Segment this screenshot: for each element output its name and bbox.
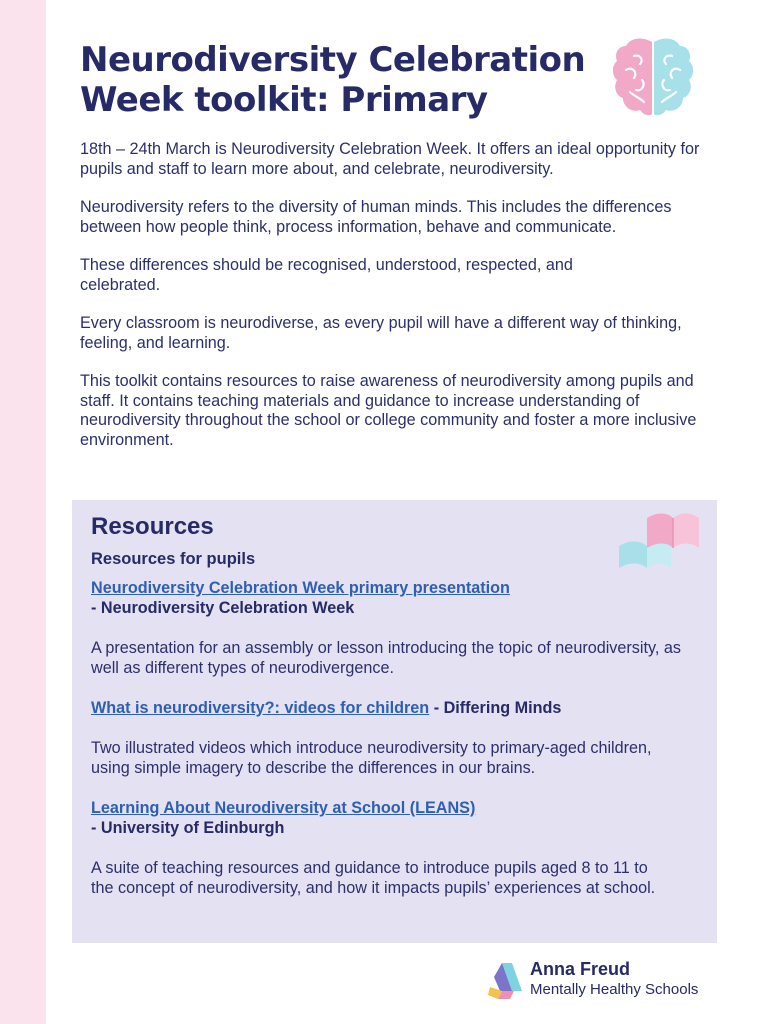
resource-description: Two illustrated videos which introduce neurodiversity to primary-aged children, using simple imagery to describe the differences in our brains.	[91, 739, 652, 777]
intro-paragraph: Every classroom is neurodiverse, as every pupil will have a different way of thinking, feeling, and learning.	[80, 314, 682, 352]
resource-source: - Neurodiversity Celebration Week	[91, 599, 355, 617]
intro-paragraph: Neurodiversity refers to the diversity of human minds. This includes the differences between how people think, process information, behave and communicate.	[80, 198, 672, 236]
open-book-icon	[617, 510, 701, 572]
brain-icon	[612, 36, 694, 120]
resource-item	[91, 578, 691, 678]
resource-item	[91, 798, 691, 898]
resources-subheading: Resources for pupils	[91, 550, 256, 568]
logo-name: Anna Freud	[530, 959, 631, 979]
page-title: Neurodiversity Celebration Week toolkit: Primary	[80, 40, 586, 120]
resource-description: A presentation for an assembly or lesson introducing the topic of neurodiversity, as well as different types of neurodivergence.	[91, 639, 681, 677]
resource-source: - University of Edinburgh	[91, 819, 285, 837]
resource-link-leans[interactable]: Learning About Neurodiversity at School (LEANS)	[91, 799, 476, 817]
resources-heading: Resources	[91, 513, 214, 540]
resource-source: - Differing Minds	[429, 699, 562, 717]
resource-link-ncw-presentation[interactable]: Neurodiversity Celebration Week primary presentation	[91, 579, 510, 597]
intro-paragraph: 18th – 24th March is Neurodiversity Celebration Week. It offers an ideal opportunity for pupils and staff to learn more about, and celebrate, neurodiversity.	[80, 140, 700, 178]
resource-link-differing-minds[interactable]: What is neurodiversity?: videos for children	[91, 699, 430, 717]
logo-tagline: Mentally Healthy Schools	[530, 981, 699, 998]
intro-paragraph: These differences should be recognised, understood, respected, and celebrated.	[80, 256, 573, 294]
resource-item	[91, 698, 691, 778]
anna-freud-logo	[488, 958, 728, 1004]
intro-paragraph: This toolkit contains resources to raise awareness of neurodiversity among pupils and staff. It contains teaching materials and guidance to increase understanding of neurodiversity throughout the school or college community and foster a more inclusive environment.	[80, 372, 697, 449]
resource-description: A suite of teaching resources and guidance to introduce pupils aged 8 to 11 to the concept of neurodiversity, and how it impacts pupils’ experiences at school.	[91, 859, 656, 897]
intro-text	[80, 140, 730, 469]
side-band	[0, 0, 46, 1024]
logo-mark-icon	[488, 961, 524, 999]
